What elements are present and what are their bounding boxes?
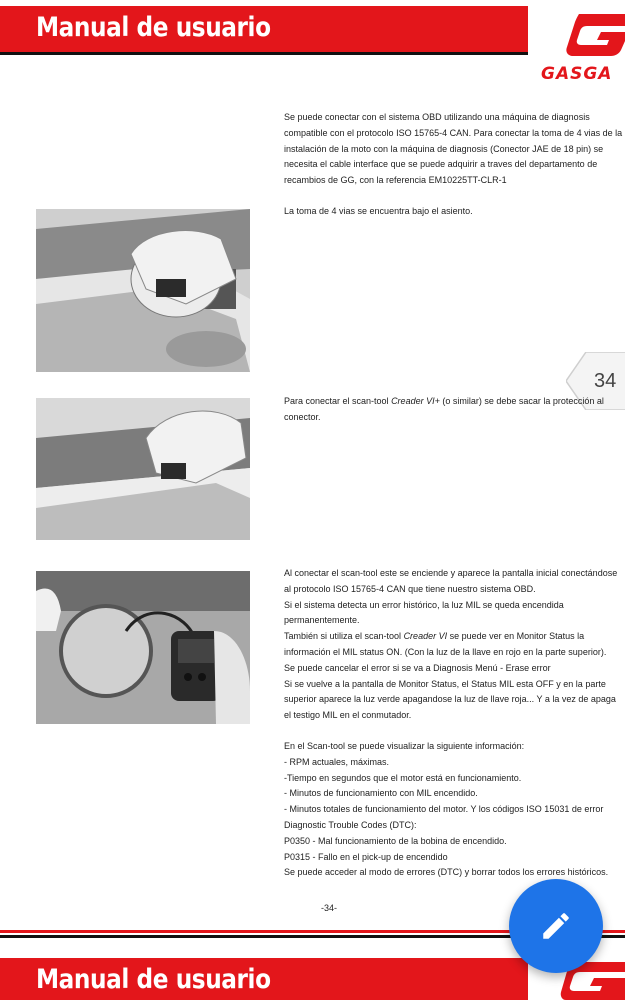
brand-logo: [533, 8, 625, 84]
manual-title: Manual de usuario: [36, 12, 271, 43]
photo-connector-under-seat: [36, 209, 250, 372]
list-item: Se puede acceder al modo de errores (DTC) y borrar todos los errores históricos.: [284, 867, 609, 878]
brand-wordmark: GASGA: [541, 64, 613, 84]
operation-line-5: Si se vuelve a la pantalla de Monitor Status, el Status MIL esta OFF y en la parte superior aparece la luz verde apagandose la luz de llave roja... Y a la vez de apaga el testigo MIL en el conmutador.: [284, 678, 616, 721]
page-number: 34: [594, 370, 617, 392]
scantool-paragraph: Para conectar el scan-tool Creader VI+ (o similar) se debe sacar la protección al conector.: [284, 396, 604, 422]
edit-fab-button[interactable]: [509, 879, 603, 973]
operation-section: [284, 566, 624, 724]
operation-line-1: Al conectar el scan-tool este se enciende y aparece la pantalla inicial conectándose al protocolo ISO 15765-4 CAN que tiene nuestro sistema OBD.: [284, 568, 618, 594]
page-header: [0, 0, 625, 58]
list-item: P0350 - Mal funcionamiento de la bobina de encendido.: [284, 835, 507, 846]
pencil-icon: [539, 909, 573, 943]
list-item: P0315 - Fallo en el pick-up de encendido: [284, 851, 448, 862]
next-manual-title: Manual de usuario: [36, 964, 271, 995]
scantool-section: [284, 394, 624, 426]
info-section: [284, 739, 624, 881]
operation-line-2: Si el sistema detecta un error histórico, la luz MIL se queda encendida permanentemente.: [284, 599, 564, 626]
list-item: -Tiempo en segundos que el motor está en funcionamiento.: [284, 772, 522, 783]
operation-line-4: Se puede cancelar el error si se va a Diagnosis Menú - Erase error: [284, 662, 551, 673]
info-intro: En el Scan-tool se puede visualizar la siguiente información:: [284, 741, 525, 751]
list-item: - Minutos de funcionamiento con MIL encendido.: [284, 788, 478, 799]
list-item: - RPM actuales, máximas.: [284, 756, 390, 767]
intro-section: [284, 110, 624, 220]
photo-remove-connector-cover: [36, 398, 250, 540]
intro-paragraph: Se puede conectar con el sistema OBD utilizando una máquina de diagnosis compatible con el protocolo ISO 15765-4 CAN. Para conectar la toma de 4 vias de la instalación de la moto con la máquina de diagnosis (Conector JAE de 18 pin) se necesita el cable interface que se puede adquirir a traves del departamento de recambios de GG, con la referencia EM10225TT-CLR-1: [284, 112, 623, 186]
location-paragraph: La toma de 4 vias se encuentra bajo el asiento.: [284, 205, 473, 216]
list-item: - Minutos totales de funcionamiento del motor. Y los códigos ISO 15031 de error Diagnostic Trouble Codes (DTC):: [284, 804, 604, 830]
photo-scan-tool-device: [36, 571, 250, 724]
page-footer-number: -34-: [321, 903, 338, 913]
operation-line-3: También si utiliza el scan-tool Creader VI se puede ver en Monitor Status la información el MIL status ON. (Con la luz de la llave en rojo en la parte superior).: [284, 631, 607, 657]
gasgas-logo-icon: [565, 10, 625, 58]
